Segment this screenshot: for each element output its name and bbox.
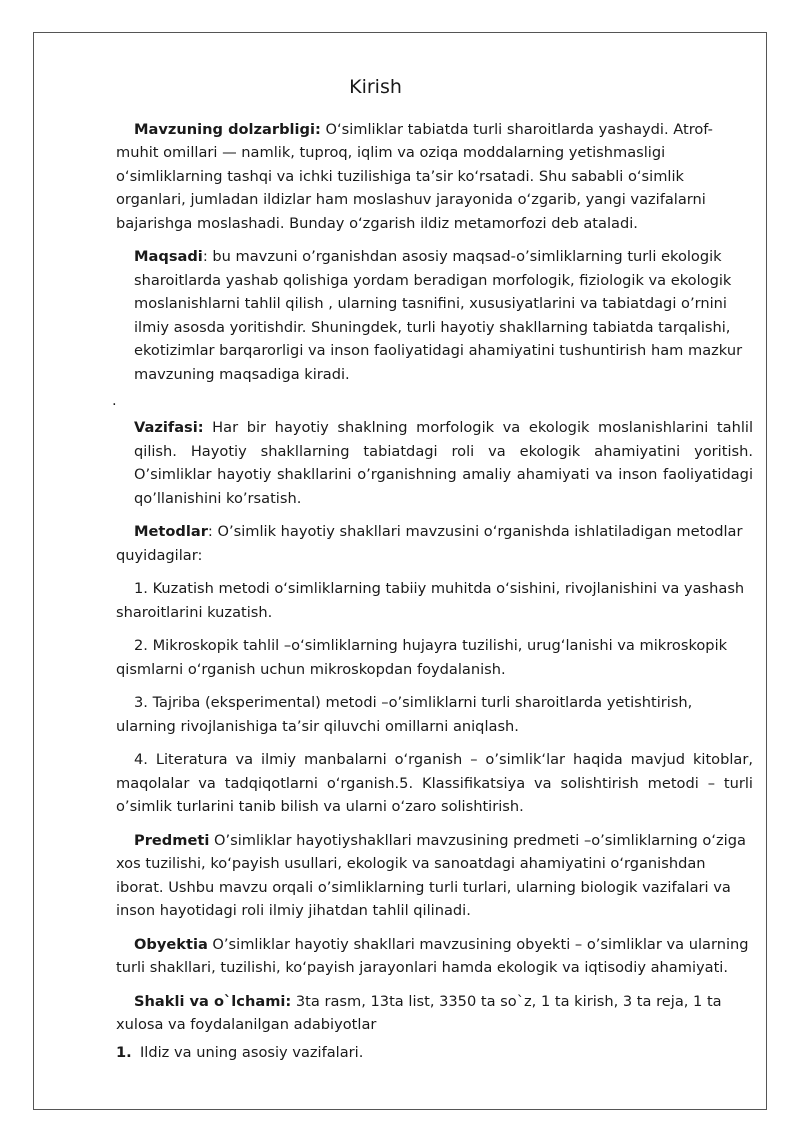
relevance-label: Mavzuning dolzarbligi: bbox=[134, 120, 321, 138]
goal-text: : bu mavzuni o’rganishdan asosiy maqsad-o’simliklarning turli ekologik sharoitlarda yashab qolishiga yordam beradigan morfologik, fiziologik va ekologik moslanishlarni tahlil qilish , ularning tasnifini, xususiyatlarini va tabiatdagi o’rnini ilmiy asosda yoritishdir. Shuningdek, turli hayotiy shakllarning tabiatda tarqalishi, ekotizimlar barqarorligi va inson faoliyatidagi ahamiyatini tushuntirish ham mazkur mavzuning maqsadiga kiradi. bbox=[134, 248, 743, 383]
goal-label: Maqsadi bbox=[134, 248, 203, 265]
format-text: 3ta rasm, 13ta list, 3350 ta so`z, 1 ta kirish, 3 ta reja, 1 ta xulosa va foydalanilgan adabiyotlar bbox=[116, 992, 722, 1033]
method-item-3: 3. Tajriba (eksperimental) metodi –o’simliklarni turli sharoitlarda yetishtirish, ularning rivojlanishiga ta’sir qiluvchi omillarni aniqlash. bbox=[116, 694, 693, 735]
tasks-text: Har bir hayotiy shaklning morfologik va ekologik moslanishlarini tahlil qilish. Hayotiy shakllarning tabiatdagi roli va ekologik ahamiyatini yoritish. O’simliklar hayotiy shakllarini o’rganishning amaliy ahamiyati va inson faoliyatidagi qo’llanishini ko’rsatish. bbox=[134, 419, 753, 507]
subject-label: Predmeti bbox=[134, 831, 210, 849]
method-item-4: 4. Literatura va ilmiy manbalarni o‘rganish – o’simlik‘lar haqida mavjud kitoblar, maqolalar va tadqiqotlarni o‘rganish.5. Klassifikatsiya va solishtirish metodi – turli o’simlik turlarini tanib bilish va ularni o‘zaro solishtirish. bbox=[116, 751, 753, 815]
relevance-text: O‘simliklar tabiatda turli sharoitlarda yashaydi. Atrof-muhit omillari — namlik, tuproq, iqlim va oziqa moddalarning yetishmasligi o‘simliklarning tashqi va ichki tuzilishiga ta’sir ko‘rsatadi. Shu sababli o‘simlik organlari, jumladan ildizlar ham moslashuv jarayonida o‘zgarib, yangi vazifalarni bajarishga moslashadi. Bunday o‘zgarish ildiz metamorfozi deb ataladi. bbox=[116, 120, 713, 232]
paragraph-format bbox=[116, 990, 753, 1037]
numbered-item-1 bbox=[116, 1041, 753, 1065]
numbered-item-number: 1. bbox=[116, 1043, 132, 1061]
paragraph-relevance bbox=[116, 118, 753, 236]
paragraph-methods bbox=[116, 520, 753, 567]
methods-label: Metodlar bbox=[134, 523, 208, 540]
format-label: Shakli va o`lchami: bbox=[134, 992, 292, 1010]
method-item-2: 2. Mikroskopik tahlil –o‘simliklarning hujayra tuzilishi, urug‘lanishi va mikroskopik qismlarni o‘rganish uchun mikroskopdan foydalanish. bbox=[116, 637, 728, 678]
numbered-item-text: Ildiz va uning asosiy vazifalari. bbox=[140, 1043, 364, 1061]
paragraph-tasks bbox=[116, 416, 753, 510]
object-text: O’simliklar hayotiy shakllari mavzusining obyekti – o’simliklar va ularning turli shakllari, tuzilishi, ko‘payish jarayonlari hamda ekologik va iqtisodiy ahamiyati. bbox=[116, 935, 749, 976]
document-title: Kirish bbox=[349, 76, 402, 98]
methods-text: : O’simlik hayotiy shakllari mavzusini o‘rganishda ishlatiladigan metodlar quyidagilar: bbox=[116, 523, 743, 564]
document-body bbox=[112, 76, 753, 1064]
paragraph-subject bbox=[116, 829, 753, 923]
paragraph-goal bbox=[116, 245, 753, 386]
paragraph-object bbox=[116, 933, 753, 980]
object-label: Obyektia bbox=[134, 935, 208, 953]
stray-dot: . bbox=[112, 392, 117, 409]
subject-text: O’simliklar hayotiyshakllari mavzusining predmeti –o’simliklarning o‘ziga xos tuzilishi, ko‘payish usullari, ekologik va sanoatdagi ahamiyatini o‘rganishdan iborat. Ushbu mavzu orqali o’simliklarning turli turlari, ularning biologik vazifalari va inson hayotidagi roli ilmiy jihatdan tahlil qilinadi. bbox=[116, 831, 746, 919]
tasks-label: Vazifasi: bbox=[134, 419, 204, 436]
method-item-1: 1. Kuzatish metodi o‘simliklarning tabiiy muhitda o‘sishini, rivojlanishini va yashash sharoitlarini kuzatish. bbox=[116, 580, 745, 621]
